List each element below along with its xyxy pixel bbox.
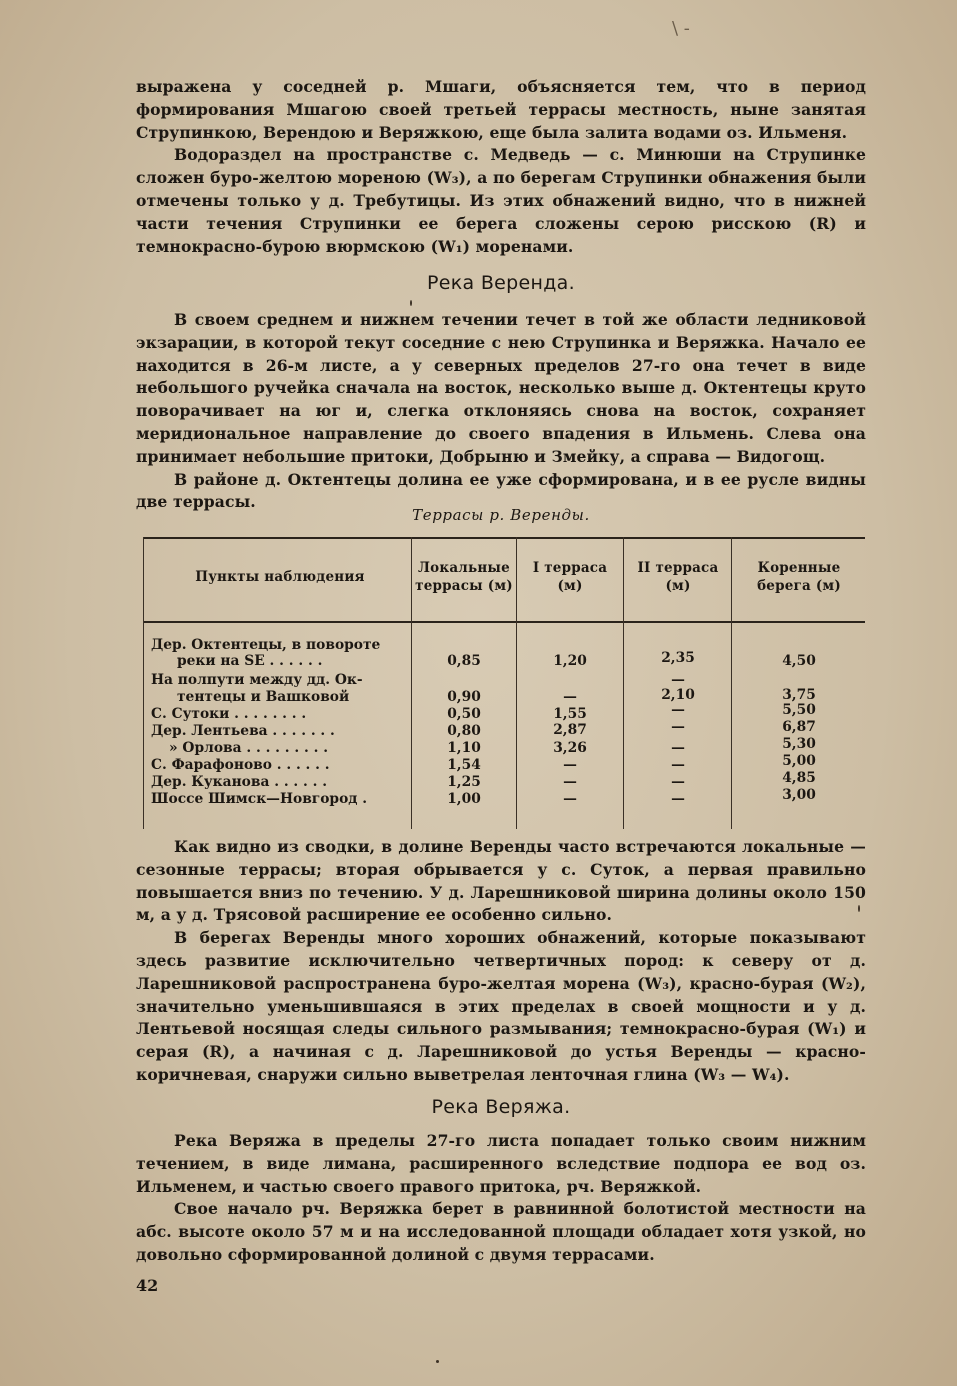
cell-banks: 5,00 [782,753,816,769]
row-label-cont: тентецы и Вашковой [177,689,350,705]
section-heading-verenda: Река Веренда. [427,272,575,294]
intro-paragraph-1: выражена у соседней р. Мшаги, объясняется тем, что в период формирования Мшагою своей третьей террасы местность, ныне занятая Струпинкою, Верендою и Веряжкою, еще была залита водами оз. Ильменя. [136,77,866,142]
cell-local: 0,50 [447,706,481,722]
header-terrace-2: II терраса (м) [637,560,719,594]
cell-banks: 6,87 [782,719,816,735]
row-label: Шоссе Шимск—Новгород . [151,791,368,807]
cell-terrace-2: — [671,791,685,807]
table-vline [516,537,517,829]
cell-terrace-2-above: — [671,672,685,688]
table-vline [143,537,144,829]
header-points: Пункты наблюдения [195,569,365,585]
cell-terrace-1: 1,20 [553,653,587,669]
cell-terrace-2: — [671,740,685,756]
table-vline [731,537,732,829]
row-label-cont: реки на SE . . . . . . [177,653,323,669]
after-table-paragraph-1: Как видно из сводки, в долине Веренды часто встречаются локальные — сезонные террасы; вторая обрывается у с. Суток, а первая правильно повышается вниз по течению. У д. Ларешниковой ширина долины около 150 м, а у д. Трясовой расширение ее особенно сильно. [136,837,866,925]
cell-terrace-2: — [671,719,685,735]
intro-text [136,76,866,258]
row-label: Дер. Куканова . . . . . . [151,774,328,790]
veryazha-text [136,1130,866,1267]
cell-terrace-2: — [671,774,685,790]
row-label: » Орлова . . . . . . . . . [169,740,329,756]
page-number: 42 [136,1276,159,1295]
table-caption: Террасы р. Веренды. [412,506,590,524]
terraces-table [143,537,865,829]
cell-local: 1,00 [447,791,481,807]
print-speck [436,1360,439,1363]
cell-banks: 3,75 [782,687,816,703]
header-banks: Коренные берега (м) [757,560,841,594]
after-table-text [136,836,866,1087]
cell-banks: 4,50 [782,653,816,669]
veryazha-paragraph-2: Свое начало рч. Веряжка берет в равнинной болотистой местности на абс. высоте около 57 м и на исследованной площади обладает хотя узкой, но довольно сформированной долиной с двумя террасами. [136,1199,866,1264]
table-vline [411,537,412,829]
cell-terrace-1: 1,55 [553,706,587,722]
cell-terrace-1: — [563,791,577,807]
cell-terrace-1: — [563,689,577,705]
after-table-paragraph-2: В берегах Веренды много хороших обнажений, которые показывают здесь развитие исключительно четвертичных пород: к северу от д. Ларешниковой распространена буро-желтая морена (W₃), красно-бурая (W₂), значительно уменьшившаяся в этих пределах в своей мощности и у д. Лентьевой носящая следы сильного размывания; темнокрасно-бурая (W₁) и серая (R), а начиная с д. Ларешниковой до устья Веренды — красно-коричневая, снаружи сильно выветрелая ленточная глина (W₃ — W₄). [136,928,866,1084]
row-label: На полпути между дд. Ок- [151,672,363,688]
verenda-paragraph-1: В своем среднем и нижнем течении течет в той же области ледниковой экзарации, в которой текут соседние с нею Струпинка и Веряжка. Начало ее находится в 26-м листе, а у северных пределов 27-го она течет в виде небольшого ручейка сначала на восток, несколько выше д. Октентецы круто поворачивает на юг и, слегка отклоняясь снова на восток, сохраняет меридиональное направление до своего впадения в Ильмень. Слева она принимает небольшие притоки, Добрыню и Змейку, а справа — Видогощ. [136,310,866,466]
table-vline [623,537,624,829]
row-label: Дер. Октентецы, в повороте [151,637,381,653]
row-label: С. Сутоки . . . . . . . . [151,706,307,722]
cell-banks: 5,50 [782,702,816,718]
cell-local: 0,80 [447,723,481,739]
section-heading-veryazha: Река Веряжа. [431,1096,571,1118]
cell-banks: 5,30 [782,736,816,752]
intro-paragraph-2: Водораздел на пространстве с. Медведь — с. Минюши на Струпинке сложен буро-желтою мореною (W₃), а по берегам Струпинки обнажения были отмечены только у д. Требутицы. Из этих обнажений видно, что в нижней части течения Струпинки ее берега сложены серою рисскою (R) и темнокрасно-бурою вюрмскою (W₁) моренами. [136,145,866,256]
cell-banks: 4,85 [782,770,816,786]
cell-local: 1,25 [447,774,481,790]
cell-terrace-1: — [563,774,577,790]
cell-local: 1,54 [447,757,481,773]
cell-local: 0,85 [447,653,481,669]
cell-local: 0,90 [447,689,481,705]
row-label: С. Фарафоново . . . . . . [151,757,330,773]
cell-terrace-2: — [671,702,685,718]
cell-terrace-1: 2,87 [553,722,587,738]
cell-terrace-2: 2,35 [661,650,695,666]
table-top-rule [143,537,865,539]
verenda-text [136,309,866,514]
row-label: Дер. Лентьева . . . . . . . [151,723,335,739]
print-speck [410,300,412,306]
corner-mark: \ - [672,18,690,39]
cell-local: 1,10 [447,740,481,756]
table-header-rule [143,621,865,623]
cell-terrace-2: 2,10 [661,687,695,703]
veryazha-paragraph-1: Река Веряжа в пределы 27-го листа попадает только своим нижним течением, в виде лимана, расширенного вследствие подпора ее вод оз. Ильменем, и частью своего правого притока, рч. Веряжкой. [136,1131,866,1196]
verenda-paragraph-2: В районе д. Октентецы долина ее уже сформирована, и в ее русле видны две террасы. [136,469,866,512]
header-terrace-1: I терраса (м) [532,560,608,594]
header-local: Локальные террасы (м) [415,560,513,594]
cell-terrace-2: — [671,757,685,773]
cell-terrace-1: — [563,757,577,773]
cell-terrace-1: 3,26 [553,740,587,756]
print-speck [858,905,860,912]
cell-banks: 3,00 [782,787,816,803]
